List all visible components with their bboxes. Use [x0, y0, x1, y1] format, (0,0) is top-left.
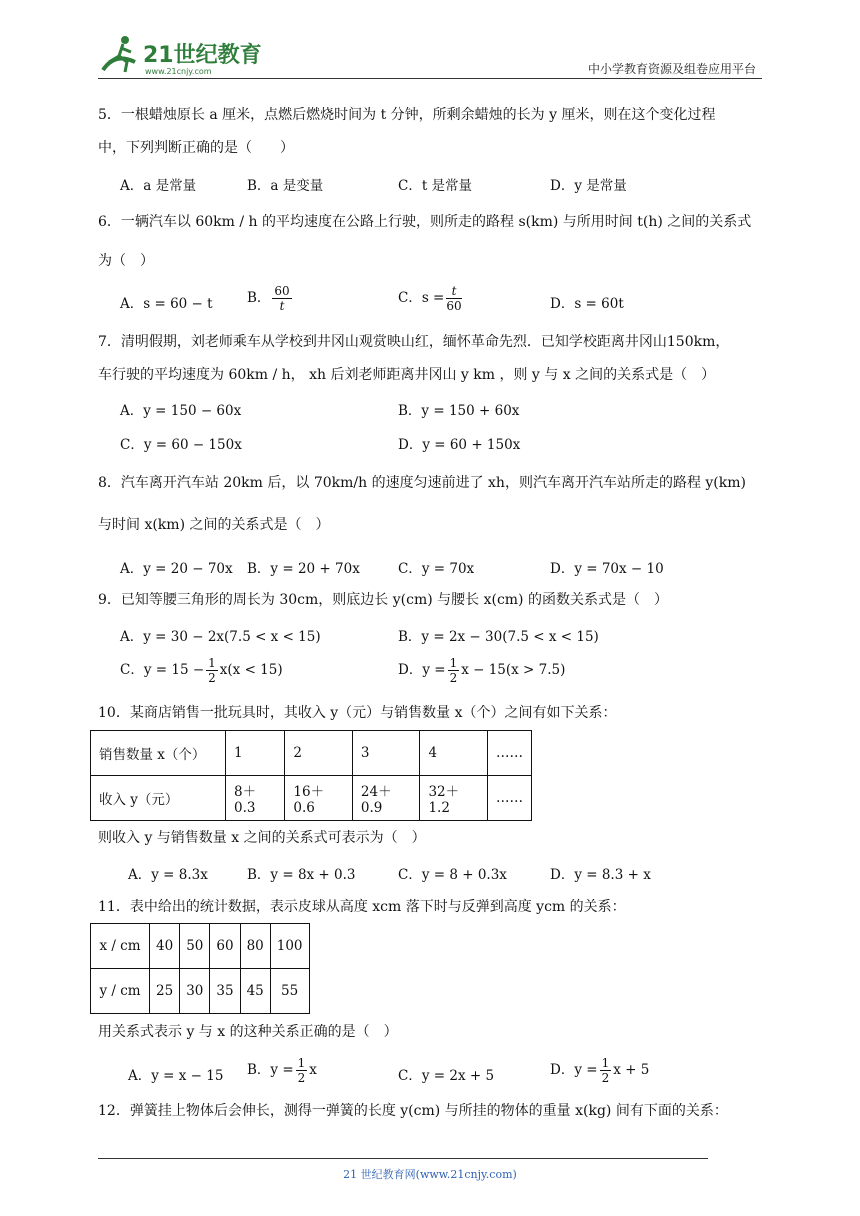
question-6-option-b[interactable]: [247, 284, 294, 313]
footer-text[interactable]: 21 世纪教育网(www.21cnjy.com): [343, 1168, 517, 1181]
logo-runner-icon: [95, 32, 265, 78]
table-cell: y / cm: [91, 969, 150, 1014]
table-cell: 80: [240, 924, 270, 969]
question-10-stem-line1: 10．某商店销售一批玩具时，其收入 y（元）与销售数量 x（个）之间有如下关系：: [98, 705, 617, 721]
question-11-stem-line2: 用关系式表示 y 与 x 的这种关系正确的是（ ）: [98, 1024, 398, 1040]
question-8-option-a[interactable]: A．y = 20 − 70x: [120, 561, 233, 577]
question-10-table: [90, 730, 532, 821]
logo-text: 21世纪教育: [143, 43, 262, 68]
question-9-option-d-tail: x − 15(x > 7.5): [461, 662, 566, 678]
question-9-option-d[interactable]: [398, 656, 565, 685]
question-8-option-d[interactable]: D．y = 70x − 10: [550, 561, 664, 577]
question-7-stem-line2: 车行驶的平均速度为 60km / h， xh 后刘老师距离井冈山 y km ，则 y 与 x 之间的关系式是（ ）: [98, 367, 716, 383]
question-5-option-a[interactable]: A．a 是常量: [120, 178, 197, 194]
fraction-denominator: 2: [297, 1071, 306, 1085]
question-10-option-b[interactable]: B．y = 8x + 0.3: [247, 867, 356, 883]
question-11-option-a[interactable]: A．y = x − 15: [128, 1068, 224, 1084]
table-cell: 55: [270, 969, 309, 1014]
fraction-denominator: t: [279, 299, 285, 313]
question-6-option-c-label: C．s =: [398, 290, 445, 306]
question-5-stem-line1: 5．一根蜡烛原长 a 厘米，点燃后燃烧时间为 t 分钟，所剩余蜡烛的长为 y 厘米，则在这个变化过程: [98, 107, 716, 123]
table-cell: 16＋0.6: [285, 776, 353, 821]
table-cell: 45: [240, 969, 270, 1014]
question-7-option-c[interactable]: C．y = 60 − 150x: [120, 437, 242, 453]
table-row: [91, 924, 310, 969]
question-9-option-d-label: D．y =: [398, 662, 446, 678]
question-10-option-c[interactable]: C．y = 8 + 0.3x: [398, 867, 507, 883]
question-8-option-b[interactable]: B．y = 20 + 70x: [247, 561, 360, 577]
question-12-stem-line1: 12．弹簧挂上物体后会伸长，测得一弹簧的长度 y(cm) 与所挂的物体的重量 x(kg) 间有下面的关系：: [98, 1103, 728, 1119]
question-8-option-c[interactable]: C．y = 70x: [398, 561, 475, 577]
question-6-stem-line2: 为（ ）: [98, 253, 154, 269]
fraction: [296, 1056, 308, 1085]
question-9-option-c-label: C．y = 15 −: [120, 662, 205, 678]
logo-url: www.21cnjy.com: [145, 67, 212, 76]
question-8-stem-line1: 8．汽车离开汽车站 20km 后，以 70km/h 的速度匀速前进了 xh，则汽车离开汽车站所走的路程 y(km): [98, 475, 746, 491]
fraction: [206, 656, 218, 685]
question-6-stem-line1: 6．一辆汽车以 60km / h 的平均速度在公路上行驶，则所走的路程 s(km) 与所用时间 t(h) 之间的关系式: [98, 214, 752, 230]
question-10-option-a[interactable]: A．y = 8.3x: [128, 867, 208, 883]
header-platform-text: 中小学教育资源及组卷应用平台: [587, 62, 756, 76]
fraction-denominator: 2: [208, 671, 216, 685]
table-cell: 30: [180, 969, 210, 1014]
question-11-table: [90, 923, 310, 1014]
question-9-option-c-tail: x(x < 15): [219, 662, 283, 678]
question-7-option-a[interactable]: A．y = 150 − 60x: [120, 403, 242, 419]
fraction-numerator: 1: [601, 1056, 610, 1070]
table-cell: ……: [487, 776, 531, 821]
table-row: [91, 776, 532, 821]
fraction-numerator: 1: [208, 656, 216, 670]
table-cell: 2: [285, 731, 353, 776]
table-cell: 25: [150, 969, 180, 1014]
table-row: [91, 969, 310, 1014]
question-6-option-d[interactable]: D．s = 60t: [550, 296, 624, 312]
table-row: [91, 731, 532, 776]
footer-divider: [98, 1158, 708, 1159]
header-divider: [98, 78, 762, 79]
fraction-numerator: 60: [274, 284, 290, 298]
table-cell: 8＋0.3: [226, 776, 285, 821]
table-cell: 60: [210, 924, 240, 969]
table-cell: 100: [270, 924, 309, 969]
question-9-stem-line1: 9．已知等腰三角形的周长为 30cm，则底边长 y(cm) 与腰长 x(cm) 的函数关系式是（ ）: [98, 592, 668, 608]
question-6-option-b-label: B．: [247, 290, 271, 306]
question-8-stem-line2: 与时间 x(km) 之间的关系式是（ ）: [98, 517, 330, 533]
question-11-option-c[interactable]: C．y = 2x + 5: [398, 1068, 495, 1084]
fraction: [448, 656, 460, 685]
question-5-option-d[interactable]: D．y 是常量: [550, 178, 627, 194]
fraction: [446, 284, 461, 313]
table-cell: 40: [150, 924, 180, 969]
question-5-option-b[interactable]: B．a 是变量: [247, 178, 324, 194]
table-cell: 3: [352, 731, 420, 776]
fraction-numerator: t: [446, 284, 461, 299]
table-cell: 35: [210, 969, 240, 1014]
question-11-stem-line1: 11．表中给出的统计数据，表示皮球从高度 xcm 落下时与反弹到高度 ycm 的关系：: [98, 899, 626, 915]
question-11-option-b-tail: x: [309, 1062, 317, 1078]
table-cell: 销售数量 x（个）: [91, 731, 226, 776]
question-5-option-c[interactable]: C．t 是常量: [398, 178, 473, 194]
table-cell: 1: [226, 731, 285, 776]
question-11-option-b-label: B．y =: [247, 1062, 294, 1078]
fraction-numerator: 1: [449, 656, 458, 670]
question-9-option-b[interactable]: B．y = 2x − 30(7.5 < x < 15): [398, 629, 599, 645]
table-cell: 4: [420, 731, 488, 776]
question-7-option-b[interactable]: B．y = 150 + 60x: [398, 403, 520, 419]
question-10-option-d[interactable]: D．y = 8.3 + x: [550, 867, 651, 883]
question-7-option-d[interactable]: D．y = 60 + 150x: [398, 437, 521, 453]
question-11-option-d[interactable]: [550, 1056, 649, 1085]
question-6-option-a[interactable]: A．s = 60 − t: [120, 296, 213, 312]
fraction: [272, 284, 291, 313]
fraction: [600, 1056, 612, 1085]
question-11-option-d-label: D．y =: [550, 1062, 598, 1078]
table-cell: 32＋1.2: [420, 776, 488, 821]
fraction-denominator: 2: [601, 1071, 610, 1085]
fraction-numerator: 1: [297, 1056, 306, 1070]
table-cell: ……: [487, 731, 531, 776]
question-9-option-a[interactable]: A．y = 30 − 2x(7.5 < x < 15): [120, 629, 321, 645]
question-7-stem-line1: 7．清明假期，刘老师乘车从学校到井冈山观赏映山红，缅怀革命先烈．已知学校距离井冈山150km，: [98, 334, 730, 350]
question-6-option-c[interactable]: [398, 284, 464, 313]
table-cell: 50: [180, 924, 210, 969]
table-cell: 24＋0.9: [352, 776, 420, 821]
fraction-denominator: 60: [446, 299, 462, 313]
question-9-option-c[interactable]: [120, 656, 283, 685]
table-cell: x / cm: [91, 924, 150, 969]
question-11-option-d-tail: x + 5: [613, 1062, 650, 1078]
question-11-option-b[interactable]: [247, 1056, 317, 1085]
logo: [95, 32, 265, 78]
question-5-stem-line2: 中，下列判断正确的是（ ）: [98, 140, 294, 156]
table-cell: 收入 y（元）: [91, 776, 226, 821]
fraction-denominator: 2: [449, 671, 458, 685]
question-10-stem-line2: 则收入 y 与销售数量 x 之间的关系式可表示为（ ）: [98, 830, 426, 846]
